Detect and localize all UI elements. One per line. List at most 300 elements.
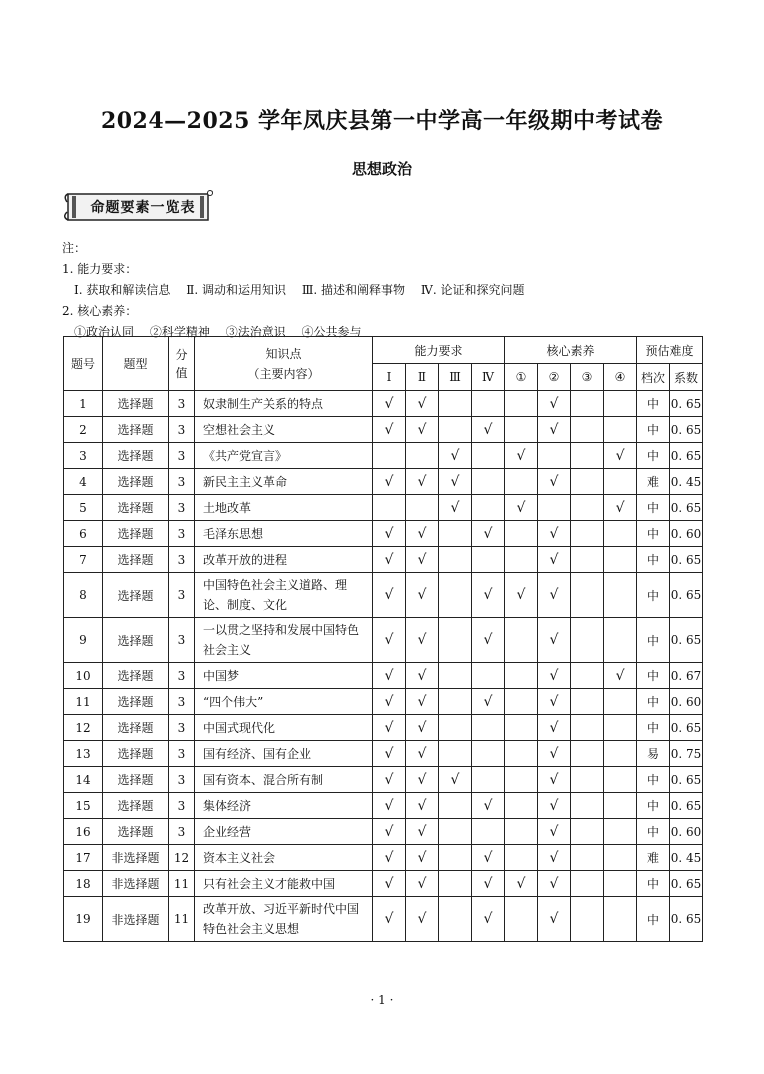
cell-knowledge: “四个伟大” <box>195 689 373 715</box>
cell-literacy-check <box>571 871 604 897</box>
cell-score: 3 <box>169 793 195 819</box>
cell-score: 3 <box>169 417 195 443</box>
cell-ability-check: √ <box>406 391 439 417</box>
cell-literacy-check <box>505 469 538 495</box>
cell-literacy-check <box>505 547 538 573</box>
cell-ability-check: √ <box>373 741 406 767</box>
cell-score: 3 <box>169 547 195 573</box>
cell-type: 非选择题 <box>103 871 169 897</box>
cell-level: 中 <box>637 618 670 663</box>
banner-label: 命题要素一览表 <box>90 200 196 216</box>
cell-ability-check <box>472 715 505 741</box>
table-row <box>64 417 703 443</box>
cell-literacy-check: √ <box>538 871 571 897</box>
cell-literacy-check <box>604 845 637 871</box>
literacy-item: ②科学精神 <box>149 325 210 339</box>
table-row <box>64 618 703 663</box>
cell-ability-check: √ <box>472 618 505 663</box>
cell-coef: 0. 65 <box>670 443 703 469</box>
table-row <box>64 391 703 417</box>
cell-knowledge: 《共产党宣言》 <box>195 443 373 469</box>
table-row <box>64 819 703 845</box>
cell-literacy-check <box>571 443 604 469</box>
cell-type: 选择题 <box>103 819 169 845</box>
cell-score: 3 <box>169 573 195 618</box>
cell-ability-check: √ <box>406 767 439 793</box>
header-score <box>169 337 195 391</box>
cell-ability-check: √ <box>373 845 406 871</box>
header-knowledge <box>195 337 373 391</box>
cell-literacy-check <box>604 469 637 495</box>
cell-literacy-check <box>604 871 637 897</box>
cell-ability-check: √ <box>472 689 505 715</box>
cell-ability-check: √ <box>406 469 439 495</box>
cell-coef: 0. 75 <box>670 741 703 767</box>
header-ability-col: Ⅳ <box>472 364 505 391</box>
cell-type: 选择题 <box>103 443 169 469</box>
cell-literacy-check <box>571 715 604 741</box>
table-row <box>64 767 703 793</box>
header-literacy-col: ③ <box>571 364 604 391</box>
cell-literacy-check <box>604 391 637 417</box>
cell-score: 3 <box>169 495 195 521</box>
cell-type: 选择题 <box>103 391 169 417</box>
cell-type: 选择题 <box>103 663 169 689</box>
cell-literacy-check <box>571 663 604 689</box>
cell-type: 非选择题 <box>103 897 169 942</box>
cell-literacy-check: √ <box>538 819 571 845</box>
cell-ability-check: √ <box>439 443 472 469</box>
cell-ability-check: √ <box>472 417 505 443</box>
cell-literacy-check: √ <box>538 547 571 573</box>
table-row <box>64 871 703 897</box>
cell-literacy-check: √ <box>505 871 538 897</box>
cell-literacy-check <box>538 495 571 521</box>
cell-num: 19 <box>64 897 103 942</box>
cell-coef: 0. 65 <box>670 897 703 942</box>
cell-ability-check <box>439 871 472 897</box>
cell-literacy-check <box>604 521 637 547</box>
cell-score: 3 <box>169 715 195 741</box>
cell-literacy-check <box>505 417 538 443</box>
cell-knowledge: 只有社会主义才能救中国 <box>195 871 373 897</box>
cell-ability-check: √ <box>472 871 505 897</box>
cell-type: 选择题 <box>103 793 169 819</box>
cell-literacy-check <box>571 495 604 521</box>
cell-score: 11 <box>169 871 195 897</box>
cell-score: 3 <box>169 521 195 547</box>
cell-level: 易 <box>637 741 670 767</box>
cell-literacy-check: √ <box>604 663 637 689</box>
cell-ability-check <box>406 495 439 521</box>
cell-ability-check <box>472 443 505 469</box>
ability-item: Ⅲ. 描述和阐释事物 <box>301 283 406 297</box>
cell-ability-check: √ <box>472 573 505 618</box>
cell-knowledge: 土地改革 <box>195 495 373 521</box>
header-literacy-col: ② <box>538 364 571 391</box>
header-ability-col: Ⅲ <box>439 364 472 391</box>
cell-ability-check: √ <box>373 391 406 417</box>
header-ability: 能力要求 <box>373 337 505 364</box>
ability-label: 1. 能力要求： <box>62 262 138 276</box>
cell-literacy-check <box>505 521 538 547</box>
cell-literacy-check <box>571 391 604 417</box>
cell-num: 3 <box>64 443 103 469</box>
cell-level: 中 <box>637 547 670 573</box>
cell-literacy-check <box>604 715 637 741</box>
cell-level: 中 <box>637 715 670 741</box>
cell-ability-check: √ <box>373 547 406 573</box>
cell-level: 中 <box>637 391 670 417</box>
cell-knowledge: 中国梦 <box>195 663 373 689</box>
section-banner <box>62 190 218 226</box>
cell-literacy-check <box>571 618 604 663</box>
notes-block <box>62 238 536 343</box>
cell-ability-check: √ <box>406 871 439 897</box>
cell-num: 9 <box>64 618 103 663</box>
cell-ability-check: √ <box>472 845 505 871</box>
cell-type: 选择题 <box>103 417 169 443</box>
cell-coef: 0. 65 <box>670 391 703 417</box>
cell-literacy-check: √ <box>604 443 637 469</box>
cell-num: 11 <box>64 689 103 715</box>
cell-level: 中 <box>637 793 670 819</box>
table-row <box>64 521 703 547</box>
cell-literacy-check <box>505 767 538 793</box>
table-row <box>64 495 703 521</box>
cell-ability-check <box>439 417 472 443</box>
cell-ability-check <box>439 793 472 819</box>
cell-score: 3 <box>169 469 195 495</box>
table-row <box>64 547 703 573</box>
cell-literacy-check <box>604 793 637 819</box>
cell-literacy-check <box>571 793 604 819</box>
cell-type: 选择题 <box>103 767 169 793</box>
cell-ability-check: √ <box>373 521 406 547</box>
cell-knowledge: 新民主主义革命 <box>195 469 373 495</box>
subject-title: 思想政治 <box>351 160 412 178</box>
ability-item: Ⅳ. 论证和探究问题 <box>420 283 525 297</box>
header-level: 档次 <box>637 364 670 391</box>
table-row <box>64 845 703 871</box>
table-row <box>64 573 703 618</box>
cell-ability-check <box>439 741 472 767</box>
cell-coef: 0. 65 <box>670 618 703 663</box>
cell-ability-check: √ <box>439 469 472 495</box>
cell-coef: 0. 65 <box>670 871 703 897</box>
cell-ability-check: √ <box>406 521 439 547</box>
cell-literacy-check <box>505 689 538 715</box>
cell-literacy-check <box>604 819 637 845</box>
cell-type: 选择题 <box>103 521 169 547</box>
table-row <box>64 715 703 741</box>
cell-coef: 0. 60 <box>670 689 703 715</box>
cell-literacy-check <box>604 547 637 573</box>
cell-ability-check <box>472 741 505 767</box>
cell-coef: 0. 65 <box>670 573 703 618</box>
cell-level: 中 <box>637 573 670 618</box>
cell-coef: 0. 65 <box>670 495 703 521</box>
cell-num: 4 <box>64 469 103 495</box>
cell-level: 中 <box>637 495 670 521</box>
cell-literacy-check <box>571 417 604 443</box>
cell-knowledge: 改革开放、习近平新时代中国特色社会主义思想 <box>195 897 373 942</box>
cell-knowledge: 一以贯之坚持和发展中国特色社会主义 <box>195 618 373 663</box>
cell-num: 6 <box>64 521 103 547</box>
cell-type: 选择题 <box>103 469 169 495</box>
cell-ability-check: √ <box>373 767 406 793</box>
header-num: 题号 <box>64 337 103 391</box>
header-knowledge-text: 知识点 <box>265 346 302 361</box>
cell-literacy-check: √ <box>538 793 571 819</box>
cell-literacy-check <box>505 663 538 689</box>
cell-score: 3 <box>169 663 195 689</box>
cell-score: 3 <box>169 819 195 845</box>
cell-ability-check: √ <box>406 618 439 663</box>
table-row <box>64 793 703 819</box>
header-coef: 系数 <box>670 364 703 391</box>
cell-ability-check: √ <box>406 547 439 573</box>
cell-ability-check <box>439 845 472 871</box>
cell-literacy-check <box>538 443 571 469</box>
cell-coef: 0. 45 <box>670 845 703 871</box>
cell-ability-check: √ <box>373 689 406 715</box>
cell-literacy-check <box>505 391 538 417</box>
cell-knowledge: 国有经济、国有企业 <box>195 741 373 767</box>
cell-literacy-check <box>604 741 637 767</box>
cell-ability-check: √ <box>373 469 406 495</box>
cell-knowledge: 改革开放的进程 <box>195 547 373 573</box>
cell-coef: 0. 60 <box>670 521 703 547</box>
header-difficulty: 预估难度 <box>637 337 703 364</box>
literacy-item: ①政治认同 <box>74 325 135 339</box>
cell-num: 13 <box>64 741 103 767</box>
cell-ability-check <box>472 495 505 521</box>
cell-literacy-check <box>571 897 604 942</box>
cell-literacy-check <box>571 741 604 767</box>
cell-ability-check: √ <box>373 618 406 663</box>
cell-literacy-check <box>505 618 538 663</box>
ability-item: Ⅱ. 调动和运用知识 <box>186 283 286 297</box>
cell-num: 2 <box>64 417 103 443</box>
cell-ability-check: √ <box>406 689 439 715</box>
cell-literacy-check: √ <box>538 689 571 715</box>
cell-literacy-check <box>571 689 604 715</box>
cell-level: 中 <box>637 443 670 469</box>
cell-ability-check: √ <box>472 521 505 547</box>
cell-ability-check: √ <box>439 495 472 521</box>
cell-literacy-check: √ <box>505 443 538 469</box>
cell-ability-check <box>472 819 505 845</box>
cell-ability-check: √ <box>373 573 406 618</box>
cell-type: 选择题 <box>103 495 169 521</box>
header-literacy-col: ④ <box>604 364 637 391</box>
cell-ability-check <box>472 391 505 417</box>
cell-literacy-check <box>505 715 538 741</box>
cell-level: 中 <box>637 689 670 715</box>
cell-literacy-check: √ <box>538 897 571 942</box>
cell-literacy-check <box>571 547 604 573</box>
cell-literacy-check <box>505 897 538 942</box>
cell-literacy-check <box>505 793 538 819</box>
table-row <box>64 469 703 495</box>
cell-ability-check: √ <box>373 897 406 942</box>
cell-num: 7 <box>64 547 103 573</box>
literacy-item: ④公共参与 <box>301 325 362 339</box>
cell-ability-check <box>439 689 472 715</box>
cell-knowledge: 毛泽东思想 <box>195 521 373 547</box>
cell-ability-check: √ <box>472 897 505 942</box>
cell-literacy-check: √ <box>538 663 571 689</box>
header-knowledge-sub: （主要内容） <box>247 366 320 381</box>
cell-ability-check <box>439 897 472 942</box>
cell-ability-check <box>439 521 472 547</box>
cell-literacy-check <box>571 469 604 495</box>
cell-knowledge: 企业经营 <box>195 819 373 845</box>
cell-ability-check <box>373 495 406 521</box>
cell-type: 选择题 <box>103 618 169 663</box>
header-type: 题型 <box>103 337 169 391</box>
cell-literacy-check <box>505 845 538 871</box>
cell-literacy-check <box>604 618 637 663</box>
cell-literacy-check <box>604 417 637 443</box>
header-ability-col: Ⅰ <box>373 364 406 391</box>
cell-ability-check: √ <box>406 663 439 689</box>
cell-ability-check: √ <box>406 741 439 767</box>
cell-num: 16 <box>64 819 103 845</box>
cell-literacy-check <box>604 573 637 618</box>
cell-literacy-check <box>604 689 637 715</box>
cell-num: 17 <box>64 845 103 871</box>
cell-ability-check: √ <box>406 573 439 618</box>
cell-level: 中 <box>637 417 670 443</box>
cell-ability-check <box>373 443 406 469</box>
cell-num: 18 <box>64 871 103 897</box>
cell-ability-check <box>472 469 505 495</box>
cell-literacy-check: √ <box>538 715 571 741</box>
cell-ability-check: √ <box>406 417 439 443</box>
cell-type: 选择题 <box>103 715 169 741</box>
cell-literacy-check: √ <box>538 391 571 417</box>
cell-ability-check <box>439 618 472 663</box>
header-ability-col: Ⅱ <box>406 364 439 391</box>
cell-coef: 0. 60 <box>670 819 703 845</box>
cell-literacy-check: √ <box>538 469 571 495</box>
cell-literacy-check <box>505 741 538 767</box>
cell-score: 11 <box>169 897 195 942</box>
table-row <box>64 741 703 767</box>
cell-level: 难 <box>637 845 670 871</box>
cell-literacy-check: √ <box>538 767 571 793</box>
cell-coef: 0. 45 <box>670 469 703 495</box>
ability-list <box>62 280 536 301</box>
cell-coef: 0. 67 <box>670 663 703 689</box>
cell-knowledge: 国有资本、混合所有制 <box>195 767 373 793</box>
cell-type: 非选择题 <box>103 845 169 871</box>
cell-ability-check: √ <box>406 819 439 845</box>
table-row <box>64 443 703 469</box>
cell-score: 3 <box>169 618 195 663</box>
cell-level: 中 <box>637 663 670 689</box>
cell-score: 3 <box>169 443 195 469</box>
cell-num: 10 <box>64 663 103 689</box>
cell-ability-check: √ <box>406 793 439 819</box>
cell-coef: 0. 65 <box>670 417 703 443</box>
table-row <box>64 663 703 689</box>
cell-ability-check <box>439 391 472 417</box>
cell-type: 选择题 <box>103 547 169 573</box>
cell-coef: 0. 65 <box>670 767 703 793</box>
cell-ability-check <box>439 715 472 741</box>
cell-num: 5 <box>64 495 103 521</box>
literacy-item: ③法治意识 <box>225 325 286 339</box>
cell-coef: 0. 65 <box>670 547 703 573</box>
cell-literacy-check: √ <box>538 618 571 663</box>
cell-ability-check: √ <box>406 845 439 871</box>
cell-level: 中 <box>637 871 670 897</box>
cell-level: 中 <box>637 819 670 845</box>
cell-ability-check: √ <box>472 793 505 819</box>
cell-num: 8 <box>64 573 103 618</box>
cell-ability-check <box>472 767 505 793</box>
cell-num: 1 <box>64 391 103 417</box>
cell-literacy-check <box>604 897 637 942</box>
cell-ability-check <box>472 663 505 689</box>
cell-ability-check: √ <box>373 819 406 845</box>
cell-literacy-check: √ <box>538 741 571 767</box>
cell-literacy-check: √ <box>505 573 538 618</box>
cell-ability-check: √ <box>373 871 406 897</box>
cell-literacy-check <box>571 573 604 618</box>
exam-title: 2024—2025 学年凤庆县第一中学高一年级期中考试卷 <box>100 108 664 134</box>
cell-ability-check: √ <box>373 663 406 689</box>
cell-ability-check: √ <box>406 897 439 942</box>
cell-ability-check <box>472 547 505 573</box>
cell-type: 选择题 <box>103 741 169 767</box>
ability-item: Ⅰ. 获取和解读信息 <box>74 283 171 297</box>
cell-type: 选择题 <box>103 689 169 715</box>
cell-score: 3 <box>169 391 195 417</box>
cell-type: 选择题 <box>103 573 169 618</box>
cell-num: 12 <box>64 715 103 741</box>
cell-literacy-check <box>505 819 538 845</box>
cell-literacy-check <box>571 845 604 871</box>
cell-knowledge: 中国特色社会主义道路、理论、制度、文化 <box>195 573 373 618</box>
cell-ability-check: √ <box>406 715 439 741</box>
cell-ability-check: √ <box>439 767 472 793</box>
cell-literacy-check: √ <box>538 521 571 547</box>
cell-knowledge: 奴隶制生产关系的特点 <box>195 391 373 417</box>
cell-ability-check <box>439 663 472 689</box>
cell-knowledge: 中国式现代化 <box>195 715 373 741</box>
cell-coef: 0. 65 <box>670 793 703 819</box>
cell-literacy-check: √ <box>505 495 538 521</box>
cell-ability-check: √ <box>373 715 406 741</box>
cell-literacy-check <box>571 767 604 793</box>
cell-literacy-check: √ <box>538 573 571 618</box>
cell-coef: 0. 65 <box>670 715 703 741</box>
notes-label: 注： <box>62 241 87 255</box>
cell-literacy-check: √ <box>604 495 637 521</box>
cell-num: 14 <box>64 767 103 793</box>
cell-knowledge: 空想社会主义 <box>195 417 373 443</box>
spec-table <box>63 336 703 942</box>
cell-literacy-check: √ <box>538 845 571 871</box>
cell-level: 中 <box>637 767 670 793</box>
cell-score: 12 <box>169 845 195 871</box>
cell-literacy-check <box>604 767 637 793</box>
header-score-text: 分值 <box>175 347 188 380</box>
